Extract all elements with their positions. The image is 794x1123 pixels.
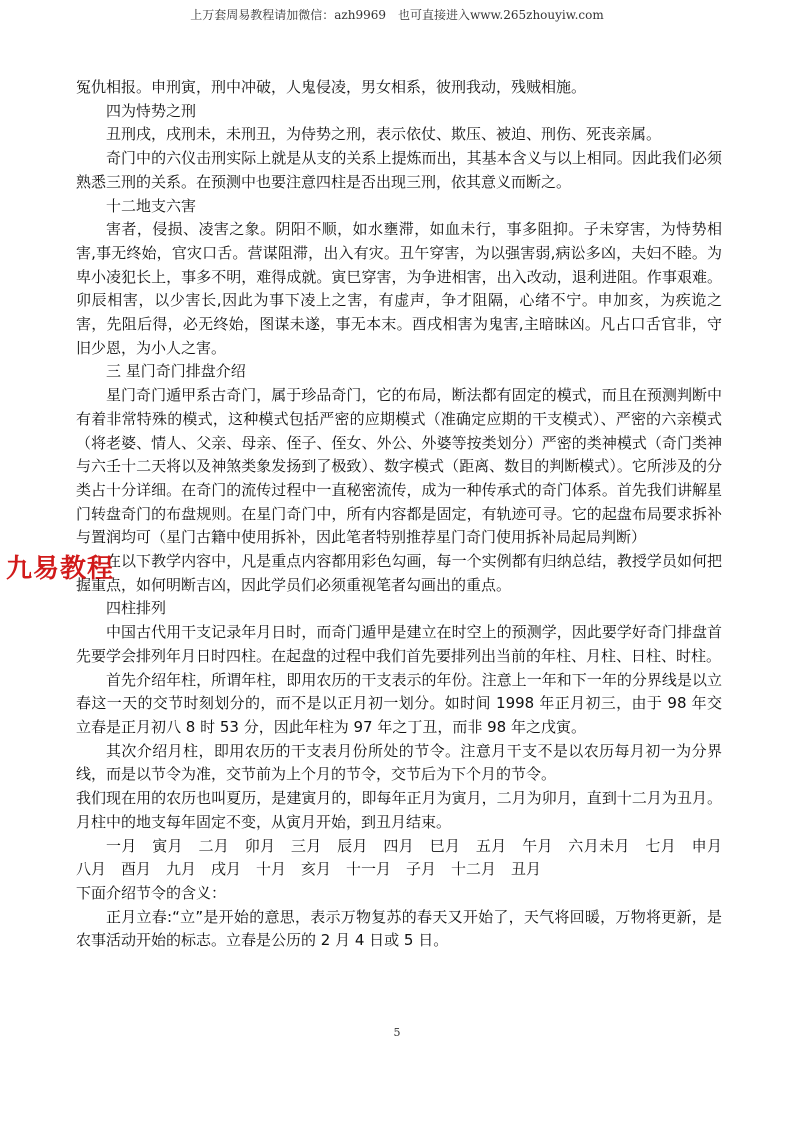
paragraph: 奇门中的六仪击刑实际上就是从支的关系上提炼而出，其基本含义与以上相同。因此我们必须熟悉三刑的关系。在预测中也要注意四柱是否出现三刑，依其意义而断之。 — [76, 149, 722, 191]
section-heading: 四柱排列 — [106, 599, 167, 618]
paragraph: 其次介绍月柱，即用农历的干支表月份所处的节令。注意月干支不是以农历每月初一为分界线，而是以节令为准，交节前为上个月的节令，交节后为下个月的节令。 — [76, 741, 722, 784]
paragraph: 在以下教学内容中，凡是重点内容都用彩色勾画，每一个实例都有归纳总结，教授学员如何把握重点，如何明断吉凶，因此学员们必须重视笔者勾画出的重点。 — [76, 552, 722, 594]
paragraph: 丑刑戌，戌刑未，未刑丑，为侍势之刑，表示依仗、欺压、被迫、刑伤、死丧亲属。 — [106, 125, 662, 144]
document-body — [76, 76, 738, 953]
page-number: 5 — [393, 1026, 401, 1039]
paragraph: 正月立春:“立”是开始的意思，表示万物复苏的春天又开始了，天气将回暖，万物将更新，是农事活动开始的标志。立春是公历的 2 月 4 日或 5 日。 — [76, 907, 722, 950]
page-header: 上万套周易教程请加微信：azh9969 也可直接进入www.265zhouyiw.com — [190, 8, 604, 22]
paragraph: 冤仇相报。申刑寅，刑中冲破，人鬼侵凌，男女相系，彼刑我动，残贼相施。 — [76, 78, 587, 96]
section-heading: 十二地支六害 — [106, 196, 197, 215]
section-heading: 三 星门奇门排盘介绍 — [106, 362, 246, 381]
month-list: 一月 寅月 二月 卯月 三月 辰月 四月 巳月 五月 午月 六月未月 七月 申月 八月 酉月 九月 戌月 十月 亥月 十一月 子月 十二月 丑月 — [76, 836, 738, 879]
watermark-logo: 九易教程 — [6, 554, 115, 584]
paragraph: 下面介绍节令的含义： — [76, 883, 227, 902]
paragraph: 中国古代用干支记录年月日时，而奇门遁甲是建立在时空上的预测学，因此要学好奇门排盘首先要学会排列年月日时四柱。在起盘的过程中我们首先要排列出当前的年柱、月柱、日柱、时柱。 — [76, 623, 722, 665]
paragraph: 首先介绍年柱，所谓年柱，即用农历的干支表示的年份。注意上一年和下一年的分界线是以立春这一天的交节时刻划分的，而不是以正月初一划分。如时间 1998 年正月初三，由于 98 年交立春是正月初八 8 时 53 分，因此年柱为 97 年之丁丑，而非 98 年之戊寅。 — [76, 670, 722, 736]
section-heading: 四为恃势之刑 — [106, 101, 197, 120]
paragraph: 星门奇门遁甲系古奇门，属于珍品奇门，它的布局，断法都有固定的模式，而且在预测判断中有着非常特殊的模式，这种模式包括严密的应期模式（准确定应期的干支模式）、严密的六亲模式（将老婆、情人、父亲、母亲、侄子、侄女、外公、外婆等按类划分）严密的类神模式（奇门类神与六壬十二天将以及神煞类象发扬到了极致）、数字模式（距离、数目的判断模式）。它所涉及的分类占十分详细。在奇门的流传过程中一直秘密流传，成为一种传承式的奇门体系。首先我们讲解星门转盘奇门的布盘规则。在星门奇门中，所有内容都是固定，有轨迹可寻。它的起盘布局要求拆补与置润均可（星门古籍中使用拆补，因此笔者特别推荐星门奇门使用拆补局起局判断） — [76, 386, 722, 547]
paragraph: 我们现在用的农历也叫夏历，是建寅月的，即每年正月为寅月，二月为卯月，直到十二月为丑月。月柱中的地支每年固定不变，从寅月开始，到丑月结束。 — [76, 789, 722, 831]
paragraph: 害者，侵损、凌害之象。阴阳不顺，如水壅滞，如血未行，事多阻抑。子未穿害，为恃势相害,事无终始，官灾口舌。营谋阻滞，出入有灾。丑午穿害，为以强害弱,病讼多凶，夫妇不睦。为卑小凌犯长上，事多不明，难得成就。寅巳穿害，为争进相害，出入改动，退利进阻。作事艰难。卯辰相害，以少害长,因此为事下凌上之害，有虚声，争才阻隔，心绪不宁。申加亥，为疾诡之害，先阻后得，必无终始，图谋未遂，事无本末。酉戌相害为鬼害,主暗昧凶。凡占口舌官非，守旧少恩，为小人之害。 — [76, 220, 722, 357]
